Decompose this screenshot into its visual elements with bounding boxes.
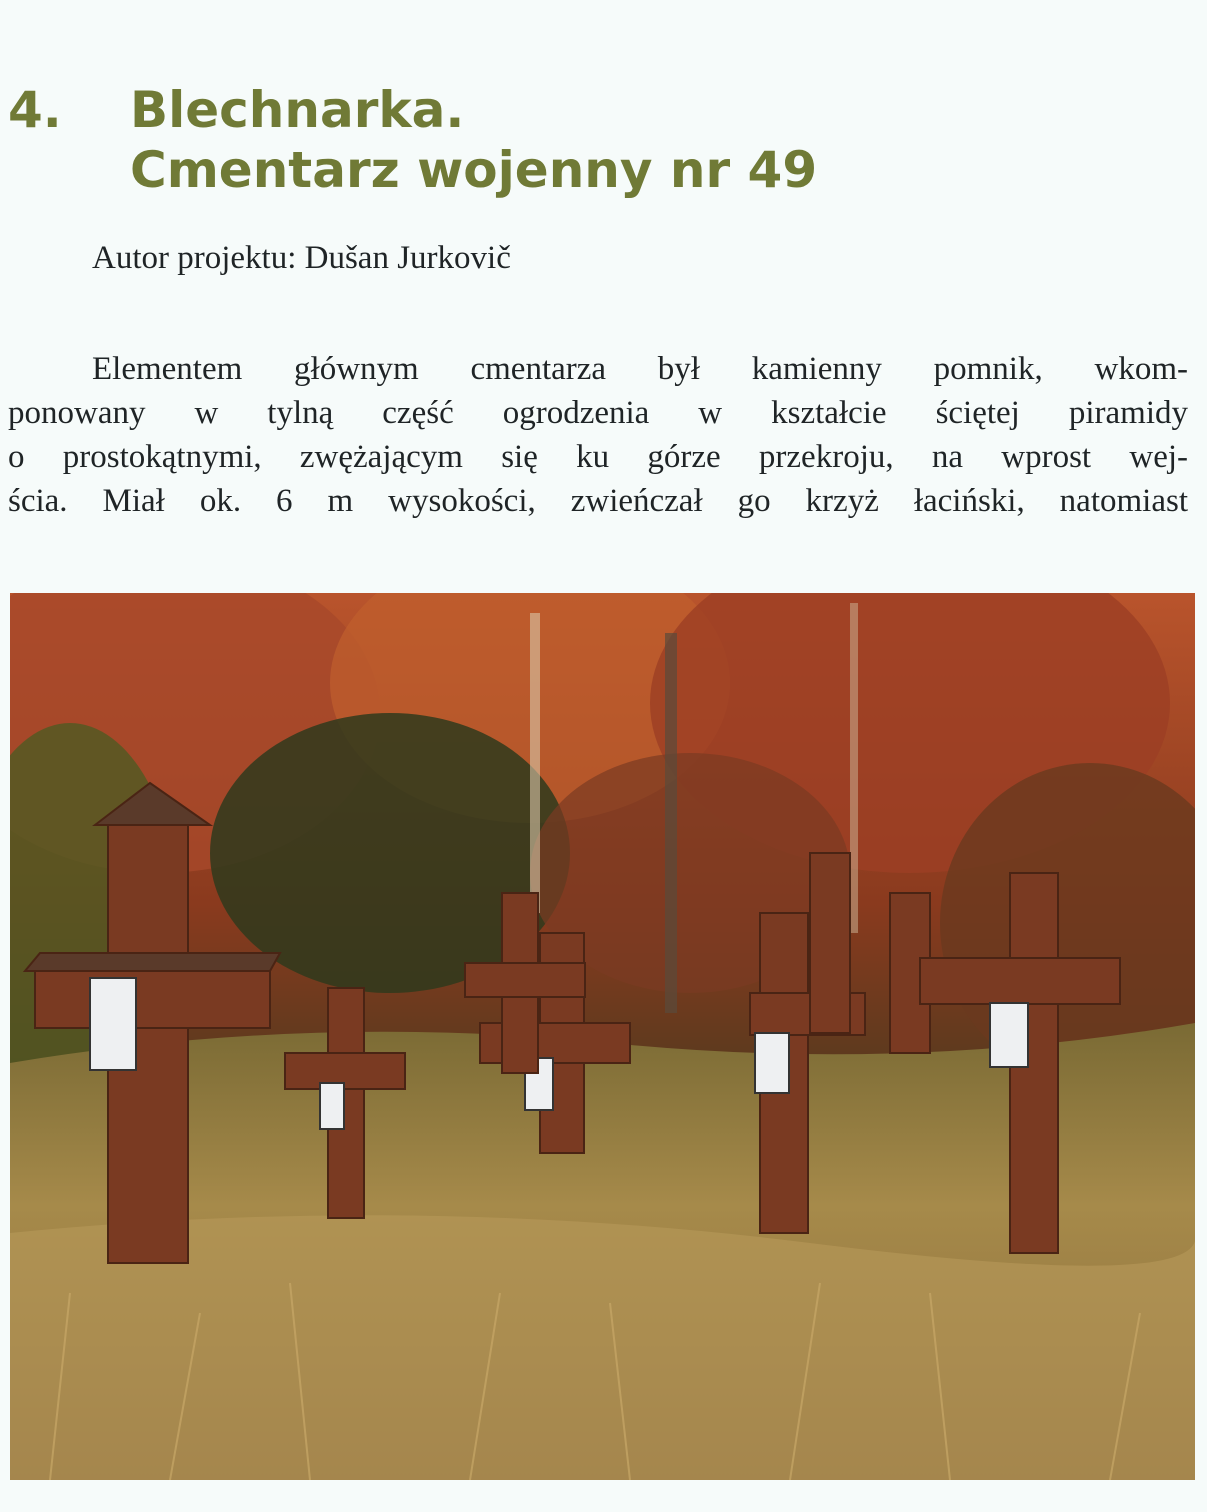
paragraph-line: o prostokątnymi, zwężającym się ku górze przekroju, na wprost wej- bbox=[8, 439, 1188, 475]
section-number: 4. bbox=[8, 81, 62, 139]
project-author: Autor projektu: Dušan Jurkovič bbox=[92, 240, 511, 276]
paragraph-line: ponowany w tylną część ogrodzenia w kształcie ściętej piramidy bbox=[8, 395, 1188, 431]
cemetery-photo bbox=[10, 593, 1195, 1480]
paragraph-line: Elementem głównym cmentarza był kamienny pomnik, wkom- bbox=[92, 351, 1188, 387]
cemetery-photo-illustration bbox=[10, 593, 1195, 1480]
paragraph-line: ścia. Miał ok. 6 m wysokości, zwieńczał go krzyż łaciński, natomiast bbox=[8, 483, 1188, 519]
body-paragraph bbox=[8, 347, 1188, 523]
section-title-line-2: Cmentarz wojenny nr 49 bbox=[130, 141, 818, 199]
section-title-line-1: Blechnarka. bbox=[130, 81, 465, 139]
